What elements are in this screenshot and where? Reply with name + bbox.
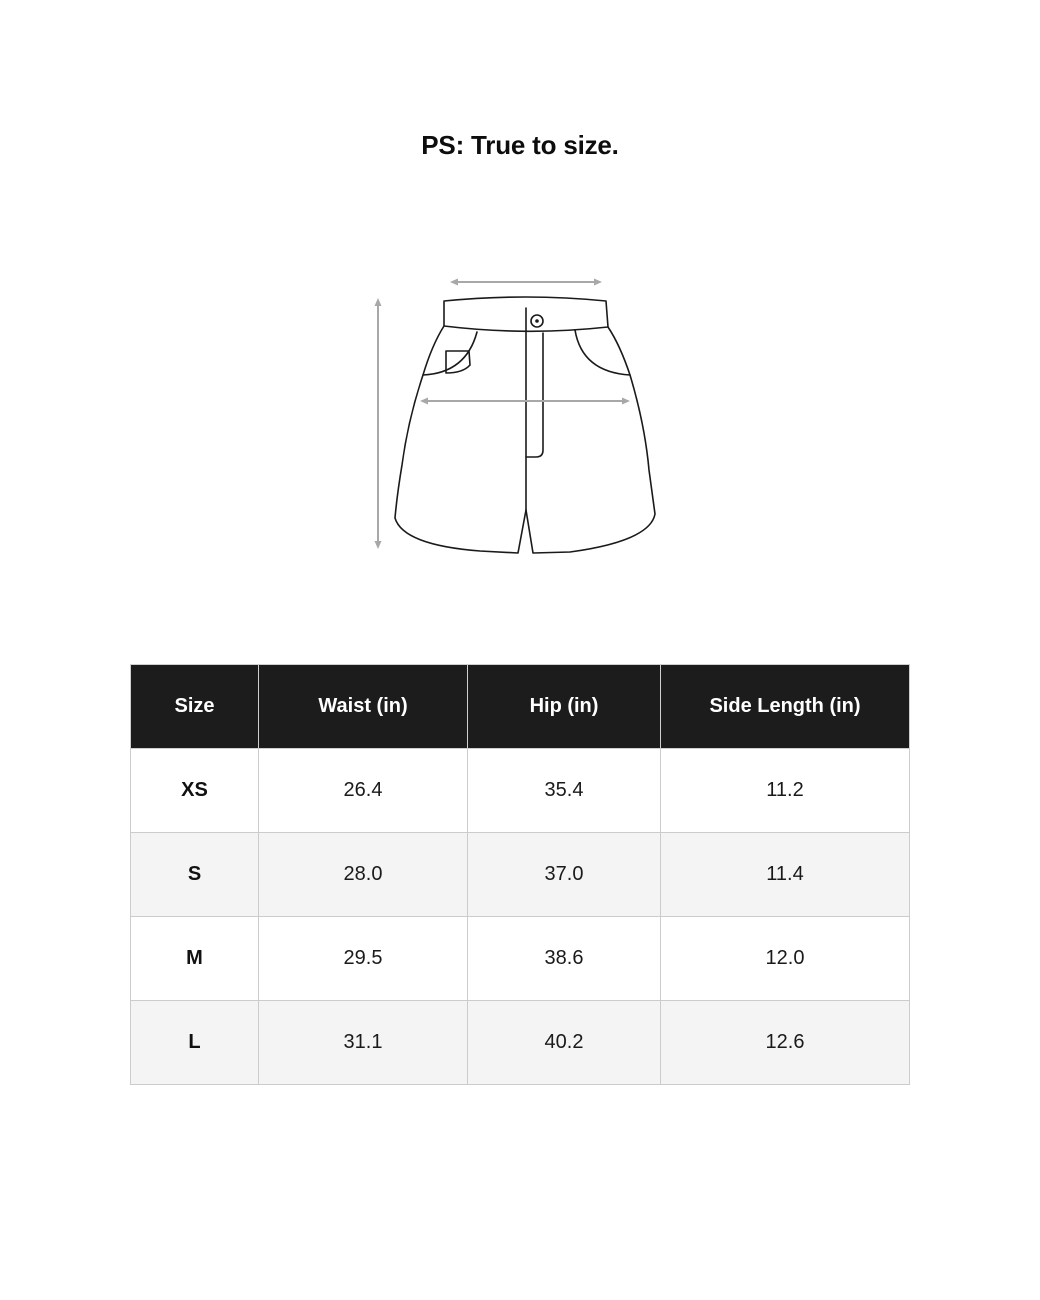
- size-chart-table: [130, 664, 910, 1085]
- waist-cell: 26.4: [259, 749, 468, 833]
- column-header-size: Size: [131, 665, 259, 749]
- hip-cell: 35.4: [468, 749, 661, 833]
- length-measure-arrow: [375, 298, 382, 549]
- table-header-row: [131, 665, 910, 749]
- size-cell: L: [131, 1001, 259, 1085]
- waist-measure-arrow: [450, 279, 602, 286]
- hip-cell: 38.6: [468, 917, 661, 1001]
- hip-cell: 40.2: [468, 1001, 661, 1085]
- table-row: [131, 1001, 910, 1085]
- shorts-outline: [395, 297, 655, 553]
- shorts-diagram-icon: [360, 265, 680, 565]
- waist-cell: 31.1: [259, 1001, 468, 1085]
- size-cell: M: [131, 917, 259, 1001]
- table-row: [131, 833, 910, 917]
- waist-cell: 29.5: [259, 917, 468, 1001]
- button-center: [535, 319, 539, 323]
- hip-measure-arrow: [420, 398, 630, 405]
- hip-cell: 37.0: [468, 833, 661, 917]
- column-header-hip: Hip (in): [468, 665, 661, 749]
- column-header-side-length: Side Length (in): [661, 665, 910, 749]
- size-note: PS: True to size.: [421, 130, 619, 160]
- side-length-cell: 11.4: [661, 833, 910, 917]
- table-row: [131, 749, 910, 833]
- table-row: [131, 917, 910, 1001]
- side-length-cell: 11.2: [661, 749, 910, 833]
- size-cell: S: [131, 833, 259, 917]
- waist-cell: 28.0: [259, 833, 468, 917]
- column-header-waist: Waist (in): [259, 665, 468, 749]
- side-length-cell: 12.0: [661, 917, 910, 1001]
- side-length-cell: 12.6: [661, 1001, 910, 1085]
- size-cell: XS: [131, 749, 259, 833]
